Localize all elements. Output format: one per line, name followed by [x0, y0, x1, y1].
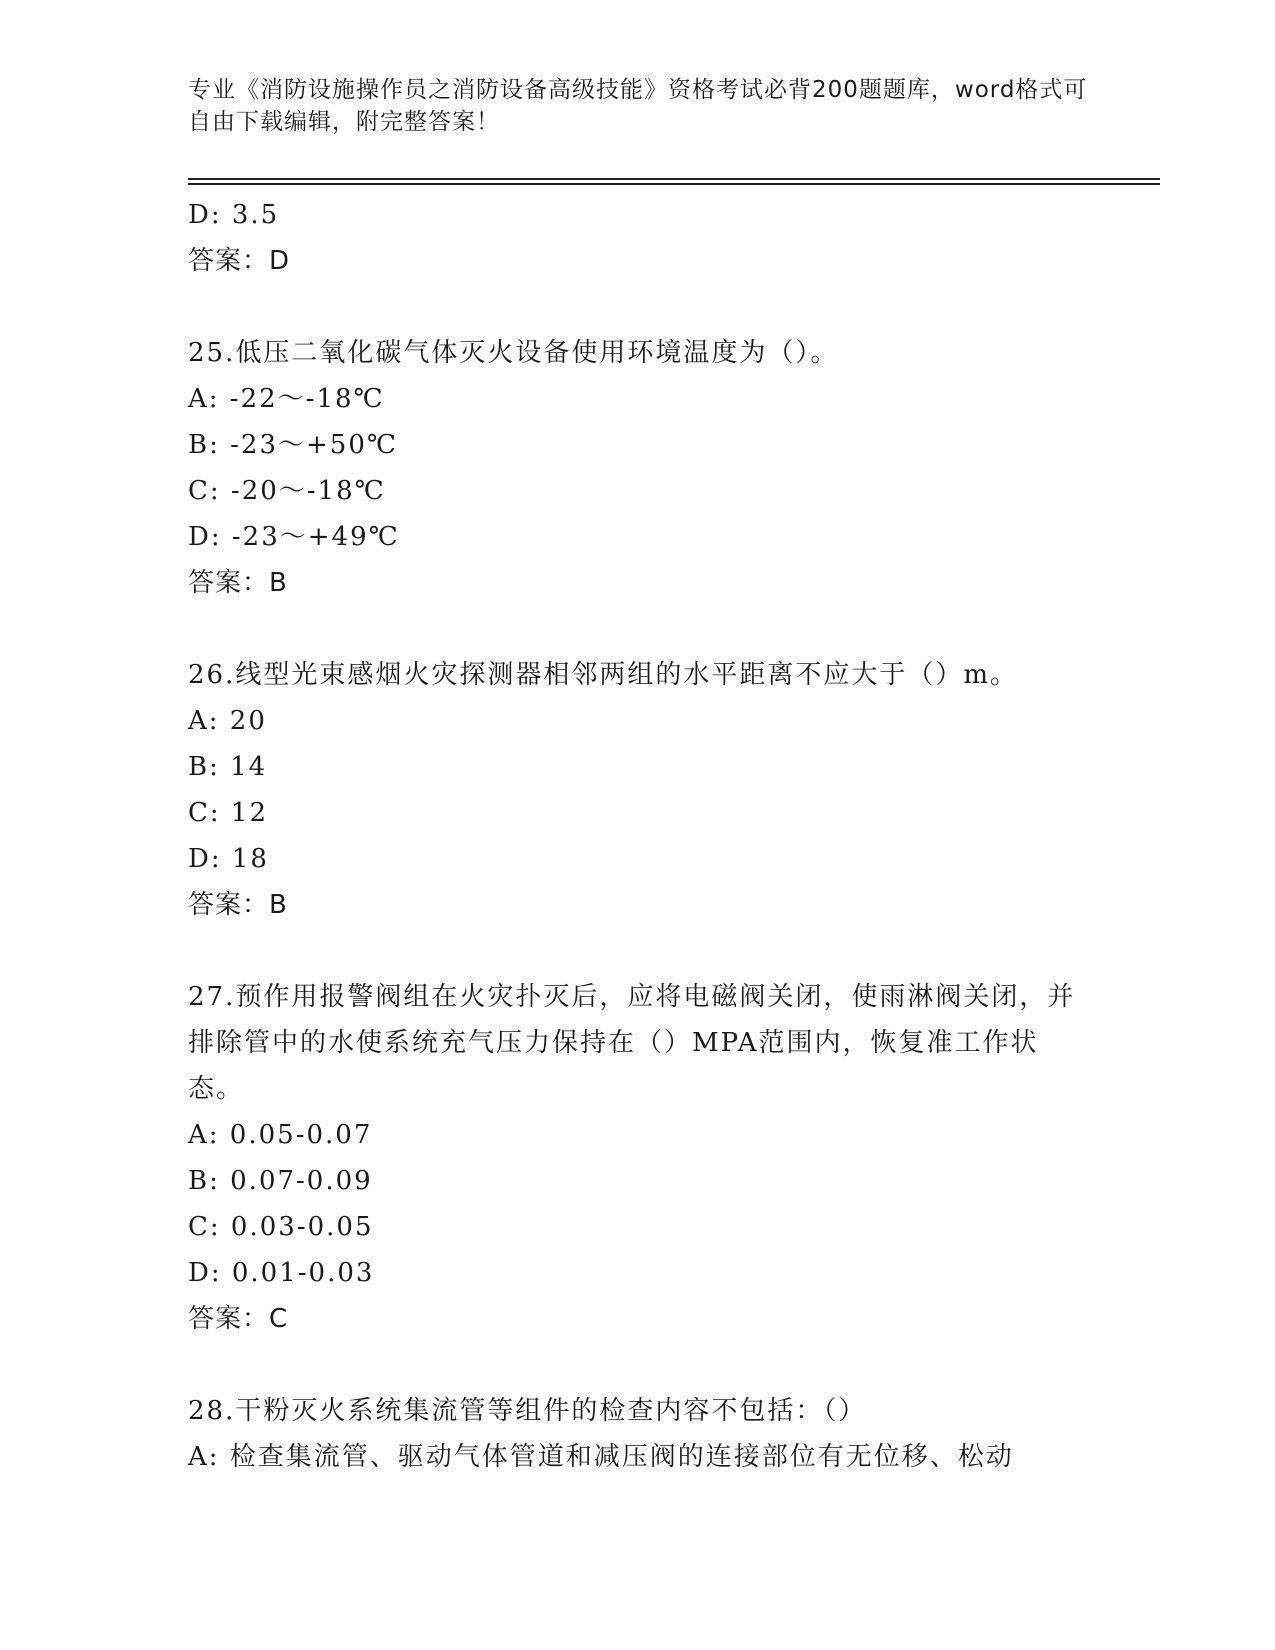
question-block-25: [188, 330, 1088, 606]
answer-label: 答案：C: [188, 1304, 289, 1334]
answer-label: 答案：B: [188, 568, 288, 598]
option-d: D: 18: [188, 844, 269, 874]
option-d: D: 0.01-0.03: [188, 1258, 375, 1288]
option-a: A: 检查集流管、驱动气体管道和减压阀的连接部位有无位移、松动: [188, 1442, 1014, 1472]
option-d: D: 3.5: [188, 200, 280, 230]
question-block-26: [188, 652, 1088, 928]
spacer: [188, 284, 1088, 330]
answer-label: 答案：D: [188, 246, 291, 276]
header-divider-top: [188, 178, 1160, 180]
option-a: A: -22～-18℃: [188, 384, 385, 414]
question-block-27: [188, 974, 1088, 1342]
option-c: C: -20～-18℃: [188, 476, 386, 506]
option-b: B: -23～+50℃: [188, 430, 398, 460]
question-text: 28.干粉灭火系统集流管等组件的检查内容不包括：（）: [188, 1396, 867, 1426]
document-header: [188, 74, 1088, 138]
option-b: B: 0.07-0.09: [188, 1166, 373, 1196]
question-block-28: [188, 1388, 1088, 1480]
spacer: [188, 928, 1088, 974]
answer-label: 答案：B: [188, 890, 288, 920]
spacer: [188, 606, 1088, 652]
option-a: A: 20: [188, 706, 267, 736]
option-d: D: -23～+49℃: [188, 522, 400, 552]
question-text: 25.低压二氧化碳气体灭火设备使用环境温度为（）。: [188, 338, 839, 368]
question-block-prev: [188, 192, 1088, 284]
option-b: B: 14: [188, 752, 268, 782]
header-title: 专业《消防设施操作员之消防设备高级技能》资格考试必背200题题库，word格式可自由下载编辑，附完整答案！: [188, 77, 1088, 135]
option-c: C: 0.03-0.05: [188, 1212, 374, 1242]
spacer: [188, 1342, 1088, 1388]
option-c: C: 12: [188, 798, 269, 828]
question-text: 27.预作用报警阀组在火灾扑灭后，应将电磁阀关闭，使雨淋阀关闭，并排除管中的水使系统充气压力保持在（）MPA范围内，恢复准工作状态。: [188, 982, 1076, 1104]
header-divider-bottom: [188, 183, 1160, 185]
option-a: A: 0.05-0.07: [188, 1120, 373, 1150]
question-text: 26.线型光束感烟火灾探测器相邻两组的水平距离不应大于（）m。: [188, 660, 1019, 690]
question-list: [188, 192, 1088, 1480]
